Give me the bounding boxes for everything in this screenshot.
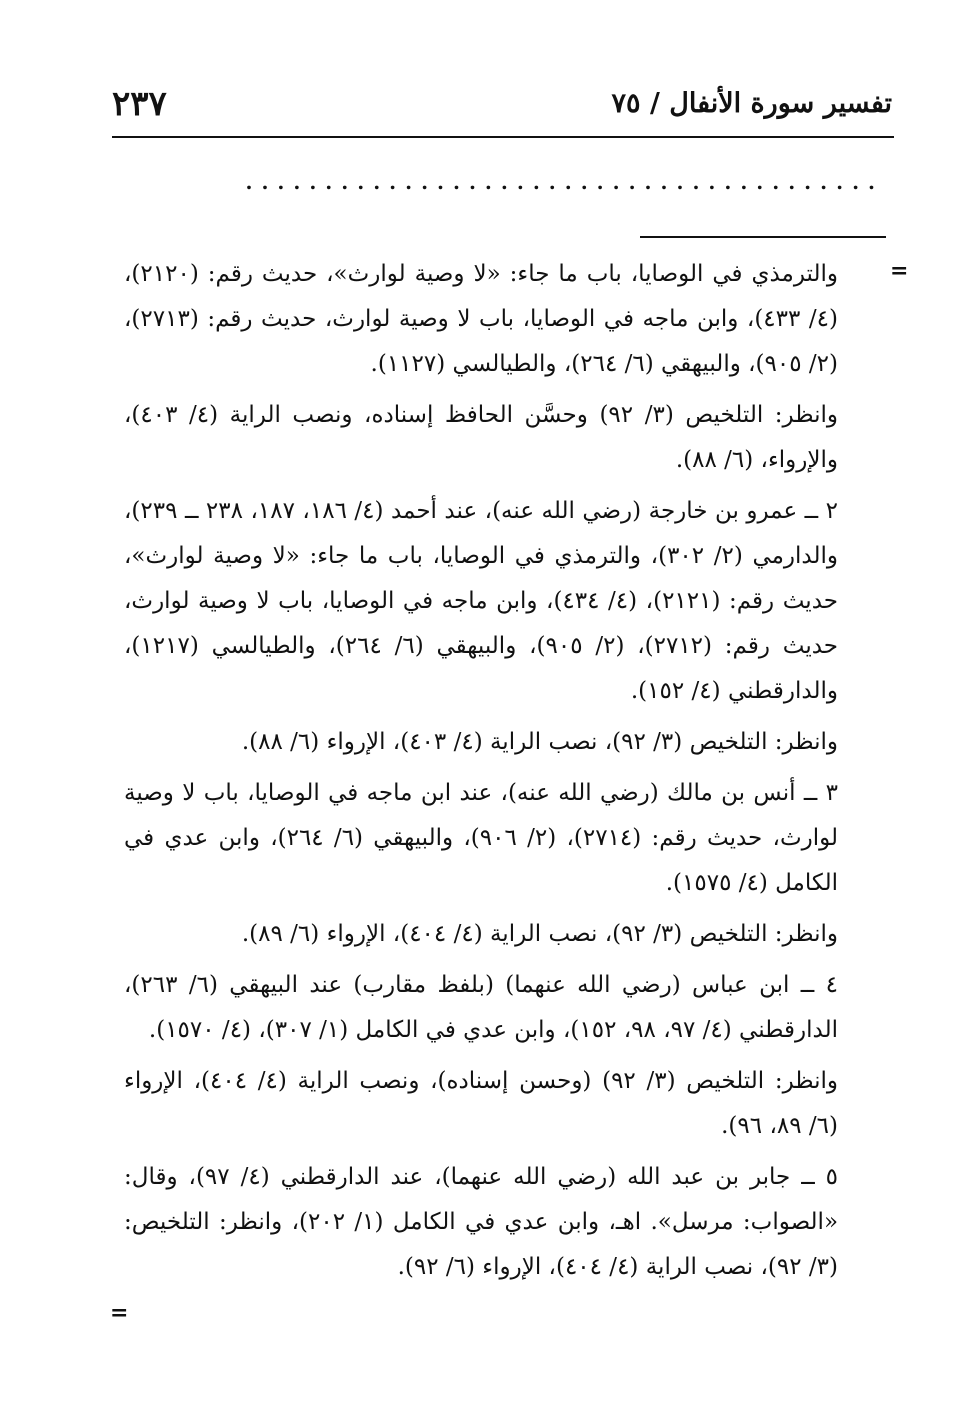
footnote-separator bbox=[640, 236, 886, 238]
header-rule bbox=[112, 136, 894, 138]
page-number: ٢٣٧ bbox=[112, 84, 167, 124]
footnotes bbox=[124, 252, 838, 1296]
footnote-paragraph: والترمذي في الوصايا، باب ما جاء: «لا وصية لوارث»، حديث رقم: (٢١٢٠)، (٤/ ٤٣٣)، وابن ماجه في الوصايا، باب لا وصية لوارث، حديث رقم: (٢٧١٣)، (٢/ ٩٠٥)، والبيهقي (٦/ ٢٦٤)، والطيالسي (١١٢٧). bbox=[124, 261, 838, 377]
footnote-paragraph: وانظر: التلخيص (٣/ ٩٢) (وحسن إسناده)، ونصب الراية (٤/ ٤٠٤)، الإرواء (٦/ ٨٩، ٩٦). bbox=[124, 1068, 839, 1139]
footnote-paragraph: وانظر: التلخيص (٣/ ٩٢) وحسَّن الحافظ إسناده، ونصب الراية (٤/ ٤٠٣)، والإرواء، (٦/ ٨٨). bbox=[124, 402, 839, 473]
footnote-paragraph: ٣ ــ أنس بن مالك (رضي الله عنه)، عند ابن ماجه في الوصايا، باب لا وصية لوارث، حديث رقم: (٢٧١٤)، (٢/ ٩٠٦)، والبيهقي (٦/ ٢٦٤)، وابن عدي في الكامل (٤/ ١٥٧٥). bbox=[124, 780, 838, 896]
continuation-mark-bottom: = bbox=[110, 1300, 129, 1326]
footnote-paragraph: ٤ ــ ابن عباس (رضي الله عنهما) (بلفظ مقارب) عند البيهقي (٦/ ٢٦٣)، الدارقطني (٤/ ٩٧، ٩٨، ١٥٢)، وابن عدي في الكامل (١/ ٣٠٧)، (٤/ ١٥٧٠). bbox=[124, 972, 838, 1043]
footnote-paragraph: ٥ ــ جابر بن عبد الله (رضي الله عنهما)، عند الدارقطني (٤/ ٩٧)، وقال: «الصواب: مرسل». اهـ، وابن عدي في الكامل (١/ ٢٠٢)، وانظر: التلخيص: (٣/ ٩٢)، نصب الراية (٤/ ٤٠٤)، الإرواء (٦/ ٩٢). bbox=[124, 1164, 839, 1280]
footnote-paragraph: ٢ ــ عمرو بن خارجة (رضي الله عنه)، عند أحمد (٤/ ١٨٦، ١٨٧، ٢٣٨ ــ ٢٣٩)، والدارمي (٢/ ٣٠٢)، والترمذي في الوصايا، باب ما جاء: «لا وصية لوارث»، حديث رقم: (٢١٢١)، (٤/ ٤٣٤)، وابن ماجه في الوصايا، باب لا وصية لوارث، حديث رقم: (٢٧١٢)، (٢/ ٩٠٥)، والبيهقي (٦/ ٢٦٤)، والطيالسي (١٢١٧)، والدارقطني (٤/ ١٥٢). bbox=[124, 498, 839, 704]
footnote-paragraph: وانظر: التلخيص (٣/ ٩٢)، نصب الراية (٤/ ٤٠٣)، الإرواء (٦/ ٨٨). bbox=[241, 729, 838, 755]
footnote-paragraph: وانظر: التلخيص (٣/ ٩٢)، نصب الراية (٤/ ٤٠٤)، الإرواء (٦/ ٨٩). bbox=[241, 921, 838, 947]
ellipsis-line: ........................................ bbox=[245, 170, 884, 194]
page-header bbox=[112, 84, 892, 134]
continuation-mark-top: = bbox=[890, 258, 909, 284]
running-title: تفسير سورة الأنفال / ٧٥ bbox=[611, 88, 892, 119]
